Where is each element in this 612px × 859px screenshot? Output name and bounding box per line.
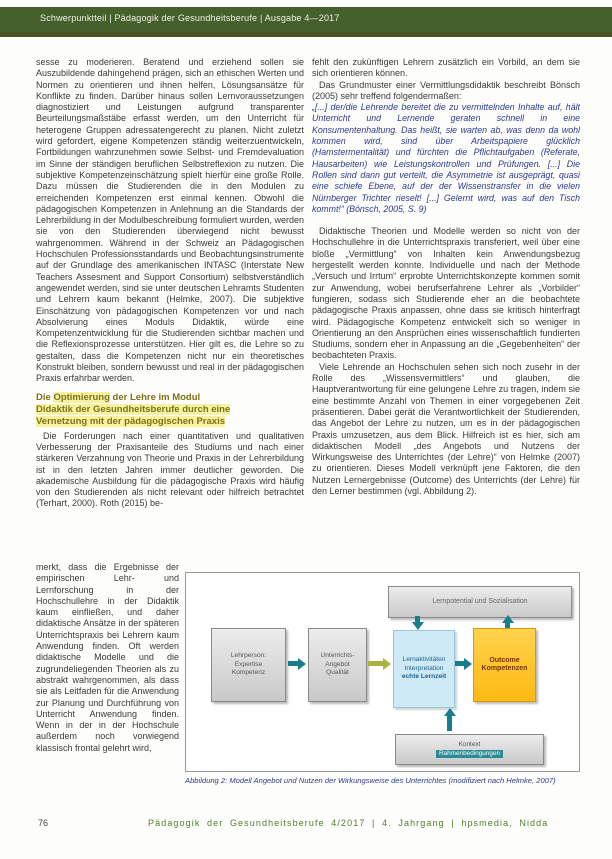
figure-box-label: Kompetenzen [481,665,528,672]
figure-box-label: Qualität [326,669,349,677]
heading-text: der Lehre im Modul [109,391,201,403]
heading-highlight: Optimierung [53,391,110,403]
figure-box-label: Angebot [325,660,350,668]
left-column [36,57,304,510]
arrow-right-olive-icon [368,660,391,667]
arrow-right-icon [288,660,306,667]
figure-box-label: Unterrichts- [320,652,355,660]
figure-box-label: Lehrperson: [230,652,267,660]
figure-box-lernpotential [388,586,572,618]
figure-box-lehrperson [211,628,286,702]
heading-text: Die [36,391,54,403]
figure-box-lernaktivitaeten [393,630,455,708]
figure-box-label: Kompetenz [231,669,266,677]
right-column [312,57,580,497]
page-number: 76 [38,818,49,828]
section-heading [36,392,304,428]
body-paragraph: sesse zu moderieren. Beratend und erziehend sollen sie Auszubildende dahingehend prägen, sich an ethischen Werten und Normen zu orientieren und ihnen helfen, Lösungsansätze für Konflikte zu finden. Darüber hinaus sollen Lernvoraussetzungen diagnostiziert und Leistungen aufgrund transparenter Beurteilungsmaßstäbe erfasst werden, um den Unterricht für heterogene Gruppen adressatengerecht zu planen. Nicht zuletzt wird gefordert, eigene Kompetenzen ständig weiterzuentwickeln, Fortbildungen wahrzunehmen sowie Selbst- und Fremdevaluation im Sinne der ständigen beruflichen Selbstreflexion zu nutzen. Die subjektive Kompetenzeinschätzung spielt hierfür eine große Rolle. Dazu müssen die Studierenden die in den Modulen zu erreichenden Kompetenzen erst einmal kennen. Obwohl die pädagogischen Kompetenzen in Anlehnung an die Standards der Lehrerbildung in der Modulbeschreibung formuliert wurden, werden sie von den Studierenden überwiegend nicht bewusst wahrgenommen. Während in der Schweiz an Pädagogischen Hochschulen Professionsstandards und Beobachtungsinstrumente auf der Grundlage des amerikanischen INTASC (Interstate New Teachers Assesment and Support Consortium) selbstverständlich angewendet werden, sind sie unter deutschen Lehramts Studenten und Lehrern kaum bekannt (Helmke, 2007). Die subjektive Einschätzung von pädagogischen Kompetenzen vor und nach Absolvierung eines Moduls Didaktik, würde eine Kompetenzentwicklung für die Studierenden sichtbar machen und die Reflexionsprozesse unterstützen. Hier gilt es, die Lehre so zu gestalten, dass die Kompetenzen nicht nur ein theoretisches Konstrukt bleiben, sondern bewusst und real in der pädagogischen Praxis erfahrbar werden. [36,57,304,384]
figure-box-label: Expertise [234,660,263,668]
page-header-band [0,7,612,37]
figure-box-label: Lernpotential und Sozialisation [432,597,528,605]
figure-box-label: Outcome [489,656,520,664]
figure-caption: Abbildung 2: Modell Angebot und Nutzen der Wirkungsweise des Unterrichtes (modifiziert nach Helmke, 2007) [185,776,556,785]
section-heading-line [36,416,304,428]
page-header-text: Schwerpunktteil | Pädagogik der Gesundheitsberufe | Ausgabe 4—2017 [40,13,340,23]
figure-box-kontext [395,734,544,765]
figure-box-label: Interpretation [404,664,444,672]
paragraph-gap [312,215,580,226]
block-quote: „[...] der/die Lehrende bereitet die zu vermittelnden Inhalte auf, hält Unterricht und Lernende geraten schnell in eine Konsumentenhaltung. Das heißt, sie warten ab, was denn da wohl kommen wird, sind über Arbeitspapiere glücklich (Hamstermentalität) und fürchten die Pflichtaufgaben (Referate, Hausarbeiten) wie Leistungskontrollen und Prüfungen. [...] Die Rollen sind dann gut verteilt, die Asymmetrie ist ausgeprägt, quasi eine schiefe Ebene, auf der der Wissenstransfer in die vielen Nürnberger Trichter rieselt! [...] Gelernt wird, was auf den Tisch kommt!“ (Bönsch, 2005, S. 9) [312,102,580,214]
footer-journal-line: Pädagogik der Gesundheitsberufe 4/2017 | 4. Jahrgang | hpsmedia, Nidda [148,818,549,828]
figure-box-label: Rahmenbedingungen [436,750,503,759]
section-heading-line [36,392,304,404]
figure-box-outcome [473,628,536,702]
body-paragraph: Das Grundmuster einer Vermittlungsdidaktik beschreibt Bönsch (2005) sehr treffend folgendermaßen: [312,79,580,101]
body-paragraph: Viele Lehrende an Hochschulen sehen sich noch zusehr in der Rolle des „Wissensvermittlers“ und glauben, die Hauptverantwortung für eine gelungene Lehre zu tragen, indem sie eine bestimmte Anzahl von Themen in einer vorgegebenen Zeit präsentieren. Dabei gerät die Verantwortlichkeit der Studierenden, das Angebot der Lehre zu nutzen, um es in der pädagogischen Praxis umzusetzen, aus dem Blick. Hilfreich ist es hier, sich am didaktischen Modell „des Angebots und Nutzens der Wirkungsweise des Unterrichtes (der Lehre)“ von Helmke (2007) zu orientieren. Dieses Modell verknüpft jene Faktoren, die den Nutzen Lernergebnisse (Outcome) des Unterrichts (der Lehre) für den Lerner bestimmen (vgl. Abbildung 2). [312,361,580,496]
body-paragraph: Didaktische Theorien und Modelle werden so nicht von der Hochschullehre in die Unterrichtspraxis transferiert, weil über eine bloße „Vermittlung“ von Inhalten kein Anwendungsbezug hergestellt werden konnte. Individuelle und nach der Methode „Versuch und Irrtum“ erprobte Unterrichtskonzepte kommen somit zur Anwendung, wobei berufserfahrene Lehrer als „Vorbilder“ fungieren, sodass sich Studierende eher an die beobachtete pädagogische Praxis anpassen, ohne dass sie kritisch hinterfragt wird. Pädagogische Kompetenz entwickelt sich so weniger in Orientierung an den Ansprüchen eines wissenschaftlich fundierten Studiums, sondern eher in Anpassung an die „Gegebenheiten“ der beobachteten Praxis. [312,226,580,361]
body-paragraph: fehlt den zukünftigen Lehrern zusätzlich ein Vorbild, an dem sie sich orientieren können. [312,57,580,79]
arrow-down-icon [414,616,421,629]
left-column-narrow [36,562,179,754]
heading-highlight: Didaktik der Gesundheitsberufe durch eine [36,403,231,415]
figure-box-label: Kontext [458,741,481,748]
figure-box-unterrichtsangebot [308,628,367,702]
figure-box-label: echte Lernzeit [401,673,447,681]
arrow-right-icon [455,660,472,667]
figure-box-label: Lernaktivitäten [402,656,446,664]
figure-diagram [185,572,580,772]
heading-highlight: Vernetzung mit der pädagogischen Praxis [36,415,225,427]
body-paragraph: merkt, dass die Ergebnisse der empirischen Lehr- und Lernforschung in der Hochschullehre in der Didaktik kaum einfließen, und daher didaktische Ansätze in der späteren Unterrichtspraxis bei Lehrern kaum Anwendung finden. Oft werden didaktische Modelle und die zugrundeliegenden Theorien als zu abstrakt wahrgenommen, als dass sie als Leitfaden für die Anwendung zur Planung und Durchführung von Unterricht Anwendung finden. Wenn in der in der Hochschule außerdem noch vorwiegend klassisch frontal gelehrt wird, [36,562,179,753]
arrow-up-icon [446,709,453,731]
section-heading-line [36,404,304,416]
body-paragraph: Die Forderungen nach einer quantitativen und qualitativen Verbesserung der Praxisanteile des Studiums und nach einer stärkeren Verzahnung von Theorie und Praxis in der Lehrerbildung ist in den letzten Jahren immer deutlicher geworden. Die akademische Ausbildung für die pädagogische Praxis wird häufig von den Studierenden als nicht relevant oder hilfreich betrachtet (Terhart, 2000). Roth (2015) be- [36,430,304,509]
